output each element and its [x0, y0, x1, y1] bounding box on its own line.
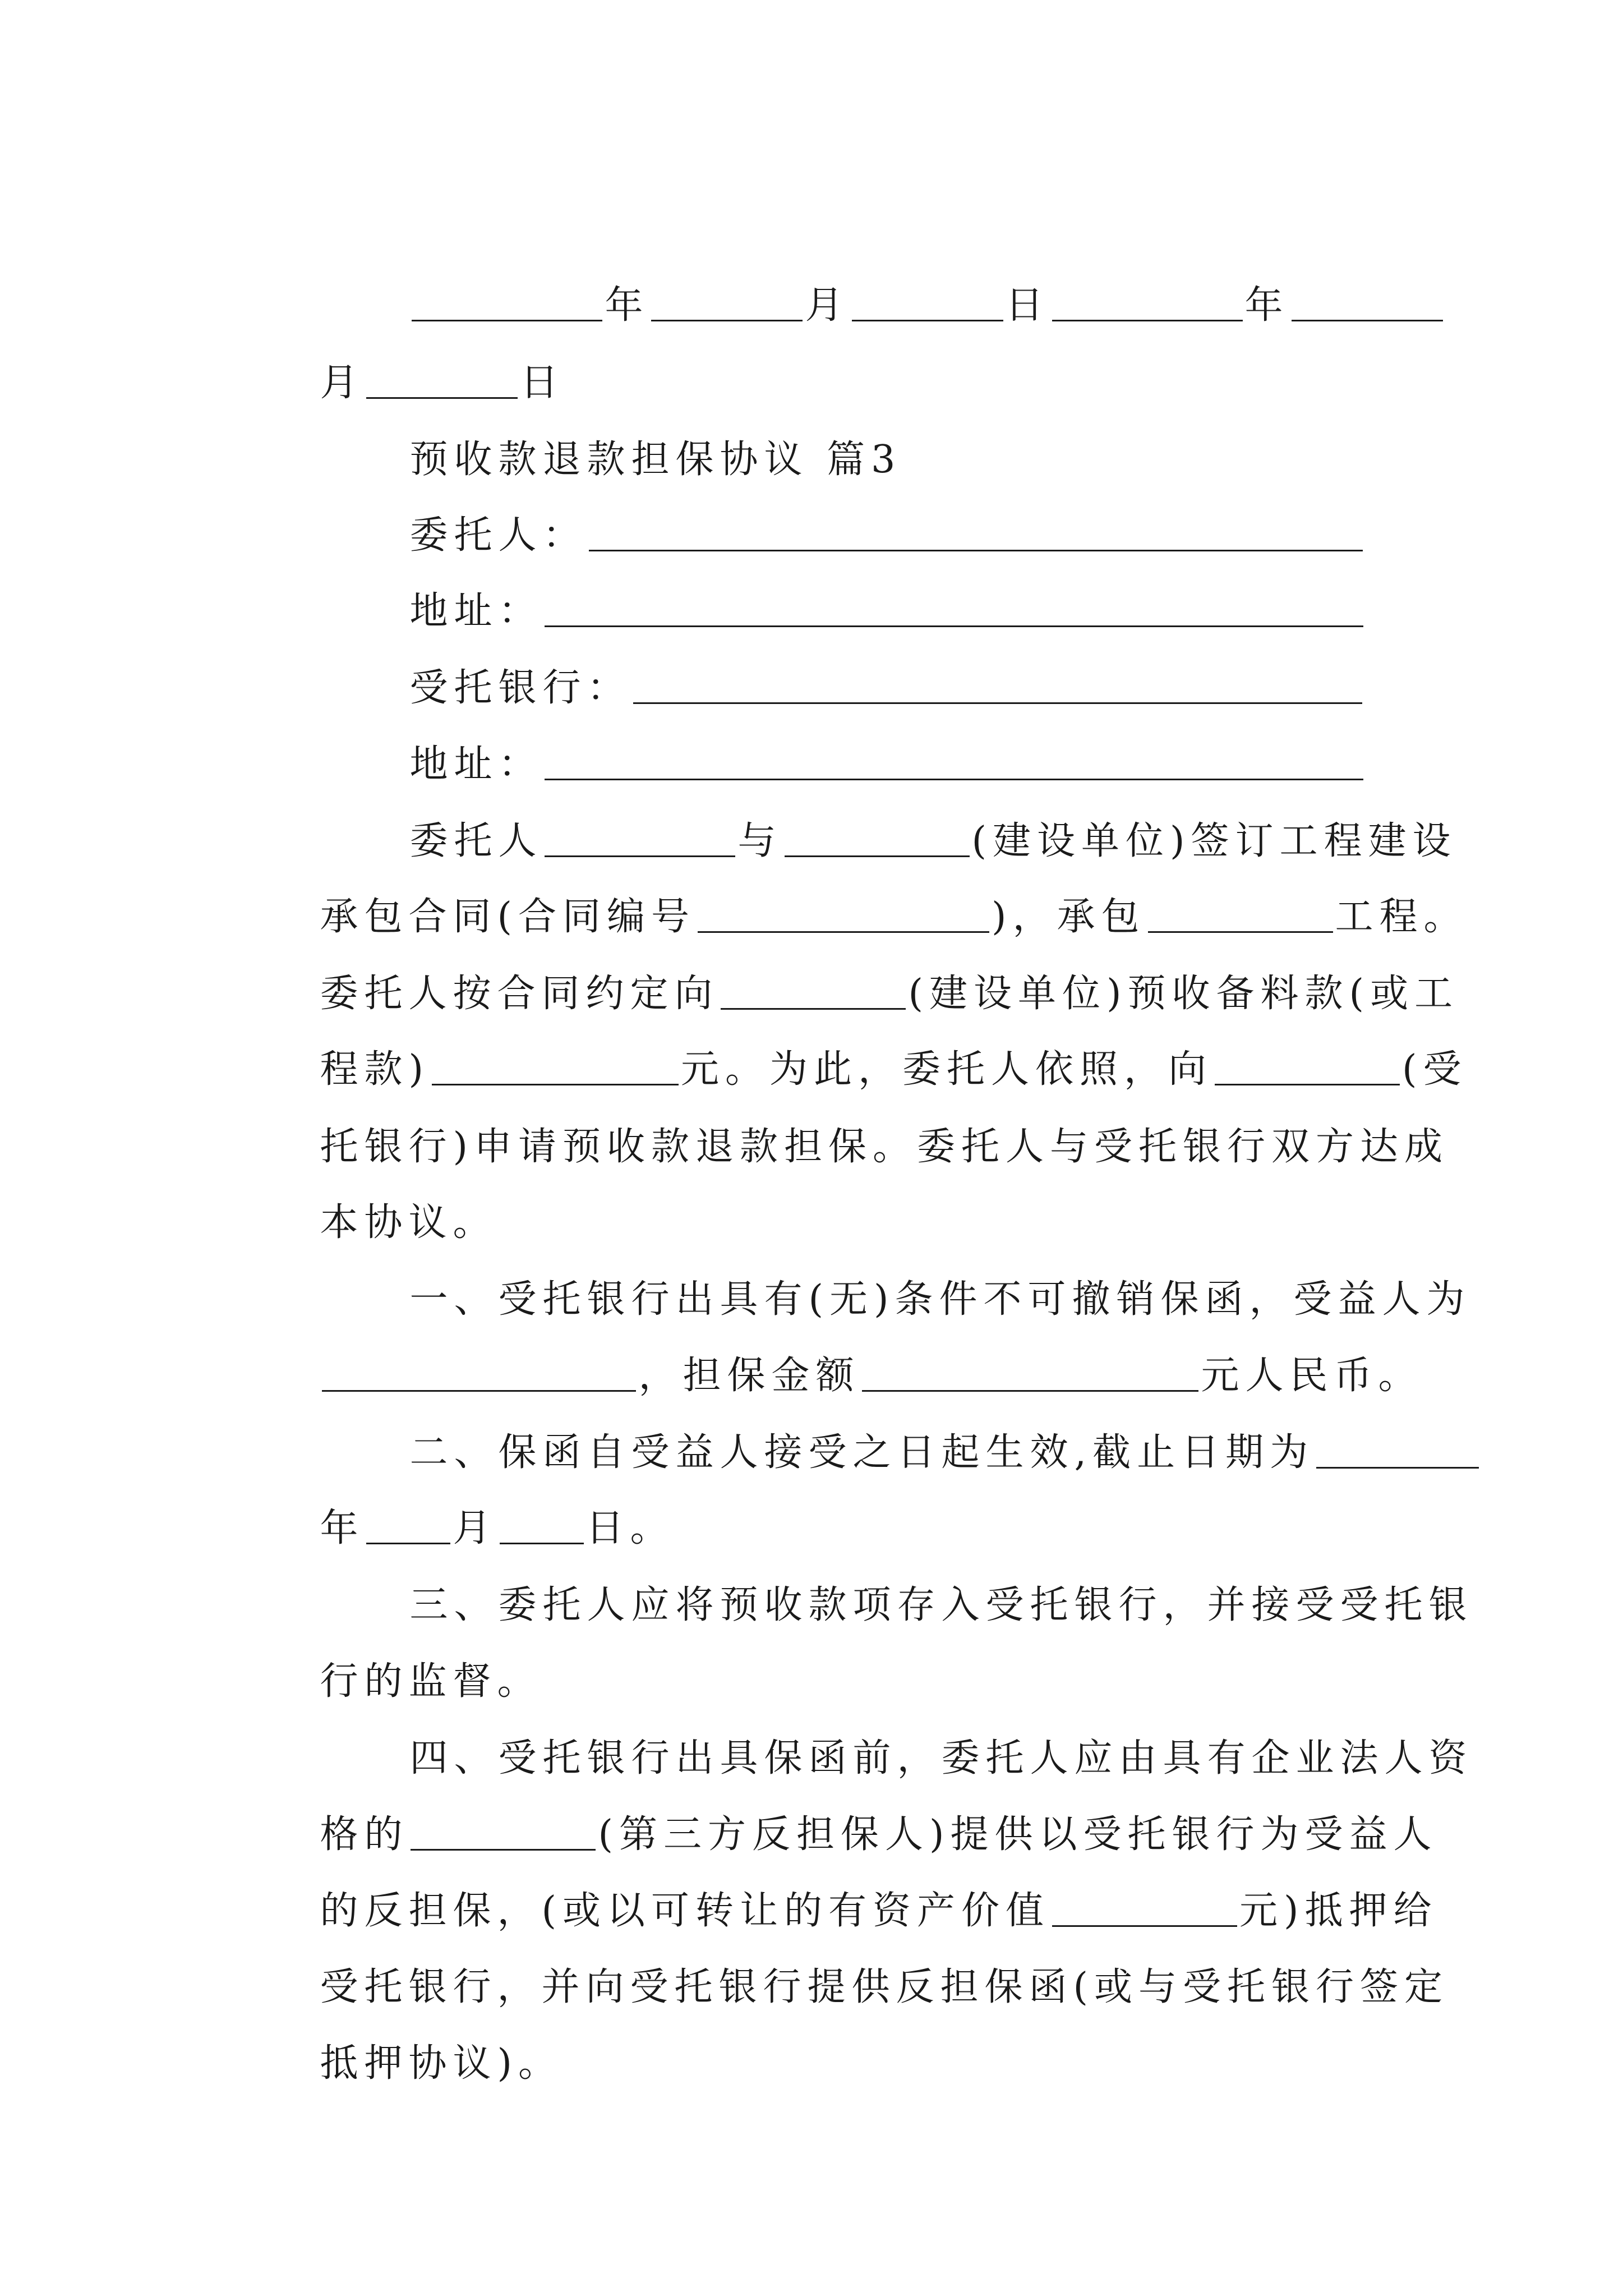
clause-4-line-3 — [0, 1819, 1623, 1933]
clause-text: 元)抵押给 — [1239, 1889, 1438, 1933]
clause-text: 二、保函自受益人接受之日起生效,截止日期为 — [409, 1430, 1315, 1475]
intro-text: 程款) — [320, 1047, 430, 1092]
client-label: 委托人： — [409, 513, 587, 558]
clause-text: 月 — [453, 1506, 497, 1550]
clause-text: 四、受托银行出具保函前，委托人应由具有企业法人资 — [409, 1736, 1473, 1780]
clause-text: 行的监督。 — [320, 1659, 542, 1704]
intro-text: (建设单位)预收备料款(或工 — [908, 972, 1459, 1016]
day-label-2: 日 — [520, 361, 565, 405]
intro-line-4 — [0, 977, 1623, 1092]
clause-3-line-2 — [0, 1589, 1623, 1704]
address-field-1 — [0, 519, 1623, 633]
clause-3-line-1 — [0, 1513, 1623, 1627]
intro-text: 委托人按合同约定向 — [320, 972, 719, 1016]
clause-text: 元人民币。 — [1201, 1354, 1423, 1398]
date-line-2 — [0, 291, 1623, 405]
section-title-text: 预收款退款担保协议 篇3 — [409, 438, 902, 482]
address-label-2: 地址： — [409, 742, 543, 786]
intro-line-2 — [0, 825, 1623, 939]
clause-4-line-4 — [0, 1895, 1623, 2009]
intro-text: 本协议。 — [320, 1200, 497, 1245]
intro-line-3 — [0, 901, 1623, 1016]
year-label-2: 年 — [1244, 283, 1289, 328]
clause-text: 抵押协议)。 — [320, 2041, 562, 2086]
clause-2-line-1 — [0, 1360, 1623, 1475]
month-label-1: 月 — [805, 283, 850, 328]
clause-text: 日。 — [585, 1506, 675, 1550]
bank-label: 受托银行： — [409, 666, 631, 710]
clause-2-line-2 — [0, 1436, 1623, 1550]
intro-text: 托银行)申请预收款退款担保。委托人与受托银行双方达成 — [320, 1125, 1449, 1169]
intro-text: )，承包 — [992, 895, 1146, 939]
clause-4-line-1 — [0, 1666, 1623, 1780]
day-label-1: 日 — [1005, 283, 1050, 328]
clause-text: 受托银行，并向受托银行提供反担保函(或与受托银行签定 — [320, 1965, 1449, 2009]
clause-4-line-2 — [0, 1742, 1623, 1857]
clause-4-line-5 — [0, 1971, 1623, 2086]
intro-text: (建设单位)签订工程建设 — [971, 819, 1457, 863]
section-title — [0, 367, 1623, 482]
intro-text: (受 — [1402, 1047, 1468, 1092]
intro-line-5 — [0, 1055, 1623, 1169]
date-line-1 — [0, 213, 1623, 328]
intro-line-1 — [0, 749, 1623, 863]
intro-line-6 — [0, 1130, 1623, 1245]
client-field — [0, 443, 1623, 558]
clause-text: ，担保金额 — [638, 1354, 860, 1398]
clause-text: 三、委托人应将预收款项存入受托银行，并接受受托银 — [409, 1583, 1473, 1627]
clause-text: 格的 — [320, 1812, 409, 1857]
bank-field — [0, 596, 1623, 710]
intro-text: 工程。 — [1335, 895, 1468, 939]
clause-1-line-1 — [0, 1207, 1623, 1322]
address-label-1: 地址： — [409, 589, 543, 633]
month-label-2: 月 — [320, 361, 365, 405]
clause-1-line-2 — [0, 1283, 1623, 1398]
clause-text: 一、受托银行出具有(无)条件不可撤销保函，受益人为 — [409, 1277, 1471, 1322]
clause-text: 的反担保，(或以可转让的有资产价值 — [320, 1889, 1050, 1933]
clause-text: (第三方反担保人)提供以受托银行为受益人 — [598, 1812, 1438, 1857]
clause-text: 年 — [320, 1506, 365, 1550]
intro-text: 委托人 — [409, 819, 543, 863]
year-label-1: 年 — [605, 283, 649, 328]
intro-text: 承包合同(合同编号 — [320, 895, 695, 939]
intro-text: 元。为此，委托人依照，向 — [681, 1047, 1213, 1092]
address-field-2 — [0, 672, 1623, 786]
intro-text: 与 — [737, 819, 782, 863]
